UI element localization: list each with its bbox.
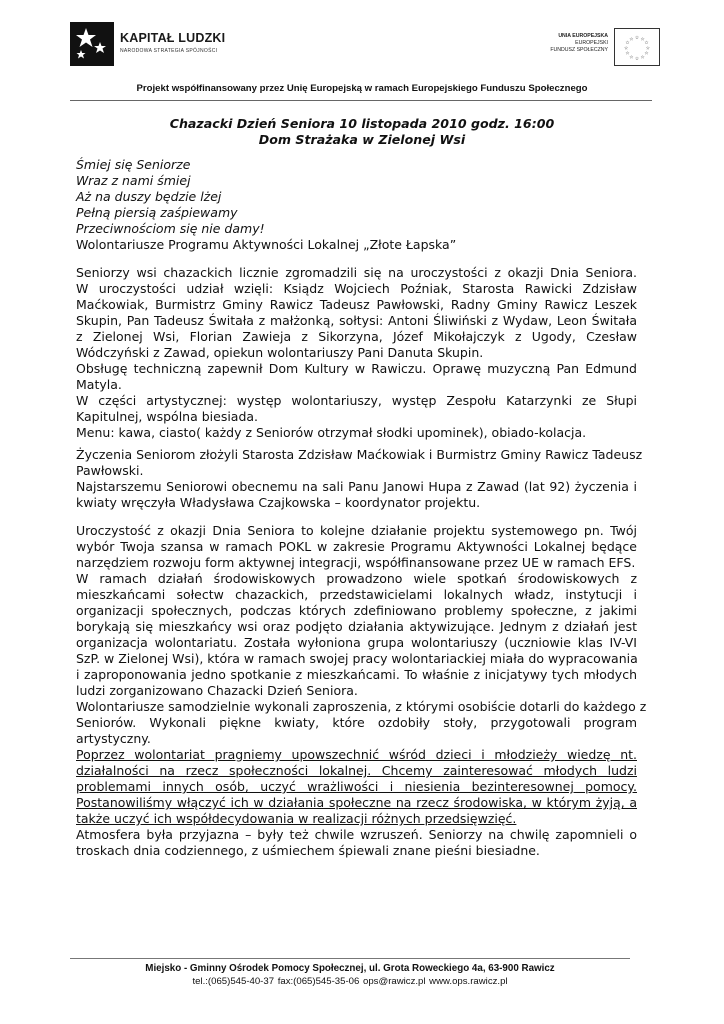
svg-text:☆: ☆ xyxy=(629,37,634,43)
svg-text:☆: ☆ xyxy=(623,46,629,52)
document-subtitle: Dom Strażaka w Zielonej Wsi xyxy=(258,132,466,147)
svg-text:☆: ☆ xyxy=(625,41,630,47)
poem-line: Aż na duszy będzie lżej xyxy=(76,189,222,204)
kapital-ludzki-title: KAPITAŁ LUDZKI xyxy=(120,31,226,45)
body-line: Postanowiliśmy włączyć ich w działania społeczne na rzecz środowiska, w którym żyją, a xyxy=(76,795,637,810)
body-line: Seniorzy wsi chazackich licznie zgromadzili się na uroczystości z okazji Dnia Seniora. xyxy=(76,265,637,280)
body-line: W części artystycznej: występ wolontariuszy, występ Zespołu Katarzynki ze Słupi xyxy=(76,393,637,408)
body-line: Życzenia Seniorom złożyli Starosta Zdzisław Maćkowiak i Burmistrz Gminy Rawicz Tadeusz xyxy=(76,447,643,462)
poem-line: Śmiej się Seniorze xyxy=(76,157,191,172)
body-line: Wódczyński z Zawad, opiekun wolontariuszy Pani Danuta Skupin. xyxy=(76,345,484,360)
eu-line-1: UNIA EUROPEJSKA xyxy=(558,33,608,39)
body-line: Wolontariusze samodzielnie wykonali zaproszenia, z którymi osobiście dotarli do każdego z xyxy=(76,699,647,714)
svg-text:☆: ☆ xyxy=(645,46,651,52)
eu-logo xyxy=(520,28,660,70)
body-line: borykają się mieszkańcy wsi oraz podjęto działania aktywizujące. Jednym z działań jest xyxy=(76,619,637,634)
body-line: Matyla. xyxy=(76,377,122,392)
body-line: W uroczystości udział wzięli: Ksiądz Wojciech Poźniak, Starosta Rawicki Zdzisław xyxy=(76,281,637,296)
header-divider xyxy=(70,100,652,101)
cofinancing-note: Projekt współfinansowany przez Unię Europejską w ramach Europejskiego Funduszu Społecznego xyxy=(136,83,588,94)
svg-text:☆: ☆ xyxy=(640,37,645,43)
body-line: troskach dnia codziennego, z uśmiechem śpiewali znane pieśni biesiadne. xyxy=(76,843,540,858)
kapital-ludzki-logo xyxy=(70,22,230,72)
body-line: Maćkowiak, Burmistrz Gminy Rawicz Tadeusz Pawłowski, Radny Gminy Rawicz Leszek xyxy=(76,297,637,312)
svg-text:☆: ☆ xyxy=(629,55,634,61)
body-line: Seniorów. Wykonali piękne kwiaty, które ozdobiły stoły, przygotowali program xyxy=(76,715,637,730)
body-line: i zaproponowania jedno spotkanie z mieszkańcami. To właśnie z inicjatywy tych młodych xyxy=(76,667,637,682)
body-line: Najstarszemu Seniorowi obecnemu na sali Panu Janowi Hupa z Zawad (lat 92) życzenia i xyxy=(76,479,637,494)
body-line: artystyczny. xyxy=(76,731,151,746)
eu-flag-icon xyxy=(614,28,660,66)
svg-text:☆: ☆ xyxy=(640,55,645,61)
body-line: problemami innych osób, uczyć wrażliwości i niesienia bezinteresownej pomocy. xyxy=(76,779,637,794)
body-line: Poprzez wolontariat pragniemy upowszechnić wśród dzieci i młodzieży wiedzę nt. xyxy=(76,747,637,762)
eu-line-2: EUROPEJSKI xyxy=(575,40,608,47)
kapital-ludzki-subtitle: NARODOWA STRATEGIA SPÓJNOŚCI xyxy=(120,48,218,54)
eu-line-3: FUNDUSZ SPOŁECZNY xyxy=(550,47,608,54)
svg-text:☆: ☆ xyxy=(634,35,640,41)
body-line: ludzi zorganizowano Chazacki Dzień Seniora. xyxy=(76,683,358,698)
body-line: SzP. w Zielonej Wsi), która w ramach swojej pracy wolontariackiej miała do wypracowania xyxy=(76,651,638,666)
footer-contact: tel.:(065)545-40-37 fax:(065)545-35-06 ops@rawicz.pl www.ops.rawicz.pl xyxy=(192,976,508,987)
poem-line: Wraz z nami śmiej xyxy=(76,173,191,188)
body-line: organizacji społecznych, podczas których zdefiniowano problemy społeczne, z jakimi xyxy=(76,603,637,618)
footer-divider xyxy=(70,958,630,959)
svg-text:☆: ☆ xyxy=(634,56,640,62)
poem-line: Przeciwnościom się nie damy! xyxy=(76,221,265,236)
body-line: Menu: kawa, ciasto( każdy z Seniorów otrzymał słodki upominek), obiado-kolacja. xyxy=(76,425,587,440)
body-line: Skupin, Pan Tadeusz Świtała z małżonką, sołtysi: Antoni Śliwiński z Wydaw, Leon Świtała xyxy=(76,313,637,328)
poem-line: Pełną piersią zaśpiewamy xyxy=(76,205,238,220)
document-title: Chazacki Dzień Seniora 10 listopada 2010 godz. 16:00 xyxy=(169,116,555,131)
svg-text:☆: ☆ xyxy=(625,51,630,57)
body-line: Pawłowski. xyxy=(76,463,144,478)
body-line: Atmosfera była przyjazna – były też chwile wzruszeń. Seniorzy na chwilę zapomnieli o xyxy=(76,827,637,842)
poem-author: Wolontariusze Programu Aktywności Lokalnej „Złote Łapska” xyxy=(76,237,457,252)
body-line: Uroczystość z okazji Dnia Seniora to kolejne działanie projektu systemowego pn. Twój xyxy=(76,523,637,538)
body-line: działalności na rzecz społeczności lokalnej. Chcemy zainteresować młodych ludzi xyxy=(76,763,637,778)
svg-text:☆: ☆ xyxy=(644,51,649,57)
footer-address: Miejsko - Gminny Ośrodek Pomocy Społecznej, ul. Grota Roweckiego 4a, 63-900 Rawicz xyxy=(145,963,555,974)
document-header xyxy=(0,0,724,80)
svg-text:☆: ☆ xyxy=(644,41,649,47)
body-line: W ramach działań środowiskowych prowadzono wiele spotkań środowiskowych z xyxy=(76,571,637,586)
body-line: Kapitulnej, wspólna biesiada. xyxy=(76,409,259,424)
body-line: także uczyć ich współdecydowania w realizacji różnych przedsięwzięć. xyxy=(76,811,517,826)
eu-text xyxy=(550,33,608,55)
body-line: mieszkańcami sołectw chazackich, przedstawicielami lokalnych władz, instytucji i xyxy=(76,587,637,602)
body-line: z Zielonej Wsi, Florian Zawieja z Sikorzyna, Józef Mikołajczyk z Ugody, Czesław xyxy=(76,329,637,344)
body-line: kwiaty wręczyła Władysława Czajkowska – koordynator projektu. xyxy=(76,495,481,510)
body-line: wybór Twoja szansa w ramach POKL w zakresie Programu Aktywności Lokalnej będące xyxy=(76,539,637,554)
body-line: narzędziem rozwoju form aktywnej integracji, współfinansowane przez UE w ramach EFS. xyxy=(76,555,636,570)
kapital-ludzki-icon xyxy=(70,22,114,66)
body-line: organizacja wolontariatu. Została wyłoniona grupa wolontariuszy (uczniowie klas IV-VI xyxy=(76,635,637,650)
body-line: Obsługę techniczną zapewnił Dom Kultury w Rawiczu. Oprawę muzyczną Pan Edmund xyxy=(76,361,637,376)
